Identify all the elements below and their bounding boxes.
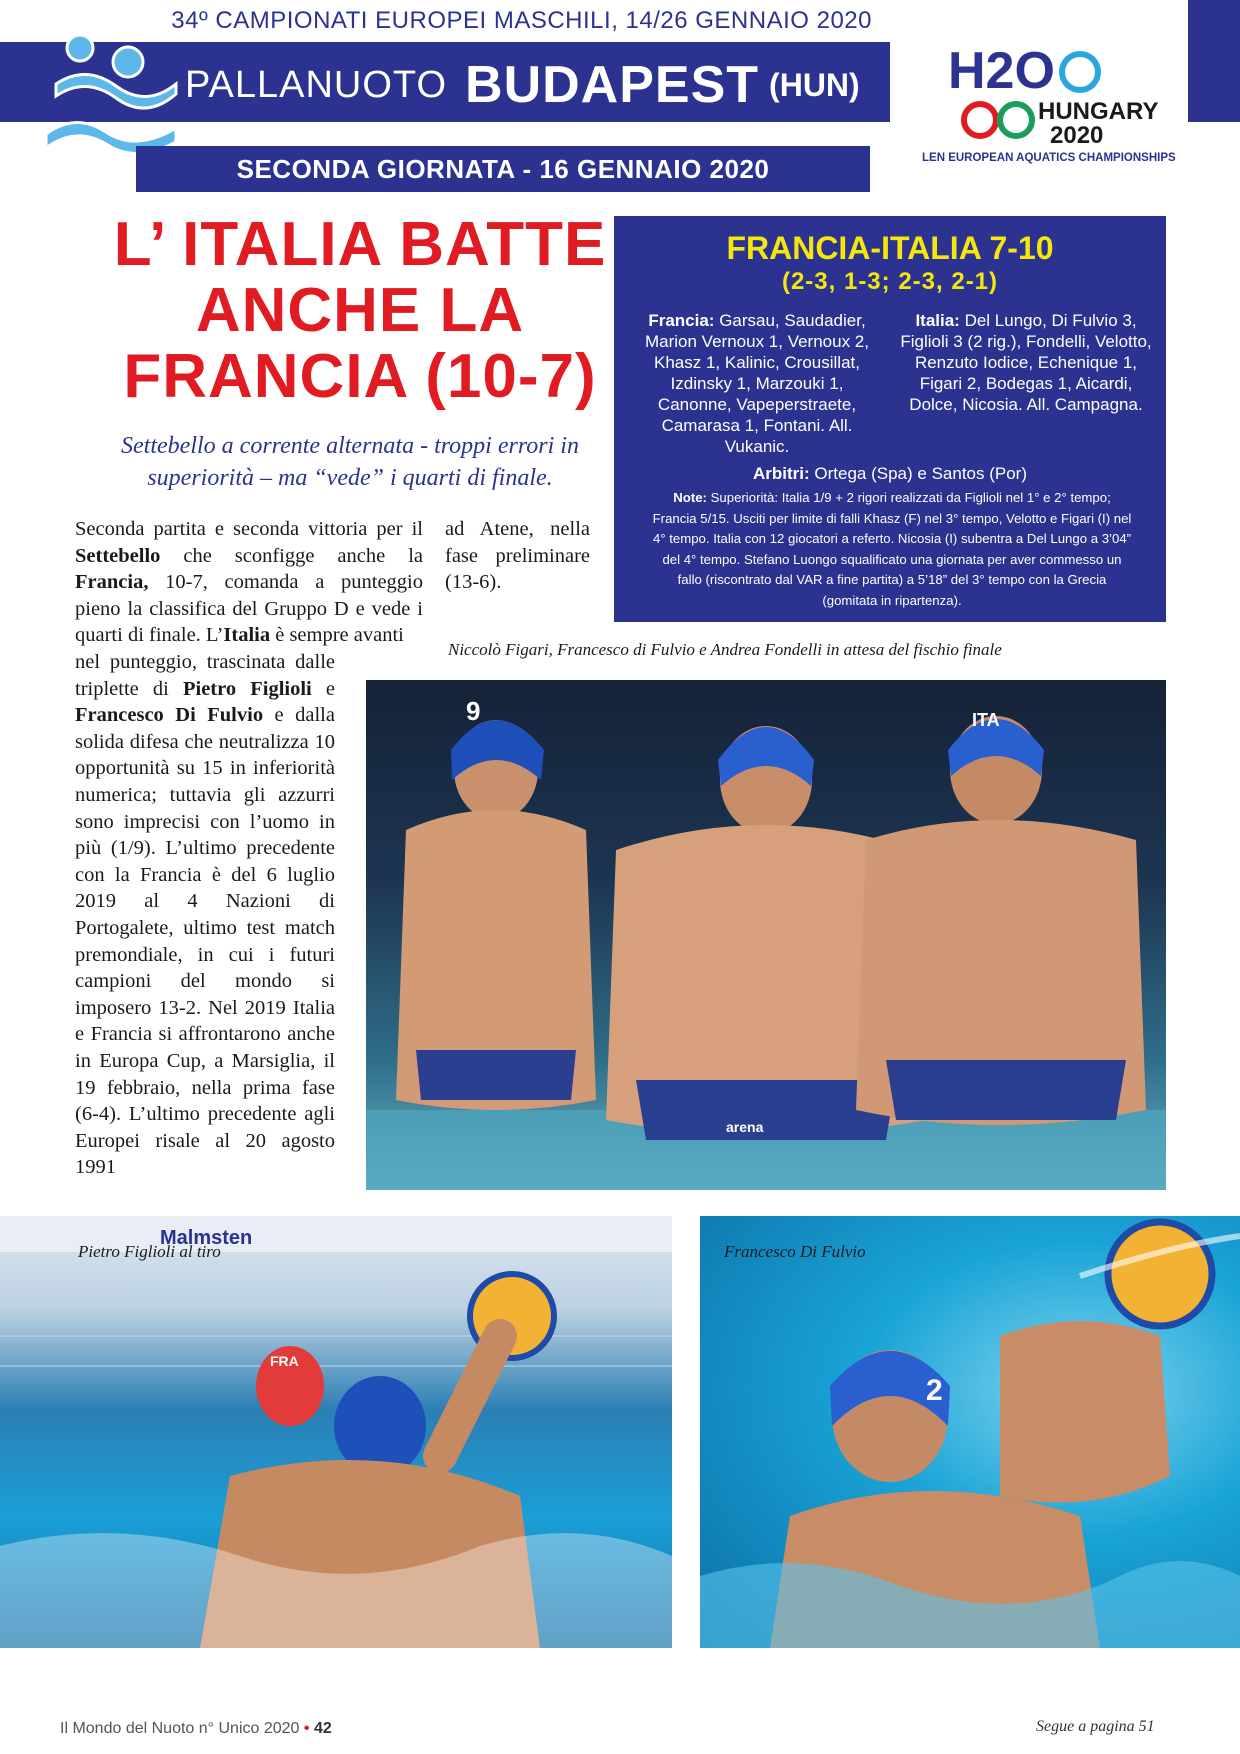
- body-text-run: e: [311, 677, 335, 700]
- cap-number-2: 2: [926, 1374, 943, 1407]
- article-title: [80, 212, 640, 410]
- bold-settebello: Settebello: [75, 544, 161, 567]
- magazine-name: Il Mondo del Nuoto n° Unico 2020: [60, 1720, 300, 1737]
- italia-lineup: [898, 310, 1154, 415]
- title-line-2: ANCHE LA: [195, 276, 525, 345]
- bottom-left-illustration: [0, 1216, 672, 1648]
- match-partials: (2-3, 1-3; 2-3, 2-1): [781, 268, 999, 295]
- footer-bullet: •: [303, 1720, 310, 1737]
- water-polo-player-logo: [36, 24, 186, 164]
- bold-di-fulvio: Francesco Di Fulvio: [75, 704, 264, 727]
- body-paragraph-1: [75, 516, 423, 649]
- note-text: Superiorità: Italia 1/9 + 2 rigori realizzati da Figlioli nel 1° e 2° tempo; Francia 5/15. Usciti per limite di falli Khasz (F) nel 3° tempo, Velotto e Figari (I) nel 4° tempo. Italia con 12 giocatori a referto. Nicosia (I) subentra a Del Lungo a 3’04” del 4° tempo. Stefano Luongo squalificato una giornata per aver commesso un fallo (riscontrato dal VAR a fine partita) a 5’18” del 3° tempo con la Grecia (gomitata in ripartenza).: [652, 490, 1132, 608]
- city-label: BUDAPEST: [465, 56, 760, 114]
- swimsuit-brand: arena: [726, 1119, 764, 1135]
- bold-figlioli: Pietro Figlioli: [182, 677, 312, 700]
- body-paragraph-2: [75, 649, 335, 1181]
- francia-label: Francia:: [648, 311, 715, 330]
- bottom-right-illustration: [700, 1216, 1240, 1648]
- match-notes: [652, 488, 1132, 611]
- championship-line: 34º CAMPIONATI EUROPEI MASCHILI, 14/26 GENNAIO 2020: [0, 0, 890, 44]
- title-line-1: L’ ITALIA BATTE: [113, 210, 607, 279]
- body-text-run: 10-7, comanda a punteggio pieno la classifica del Gruppo D e vede i quarti di finale. L’: [75, 571, 423, 647]
- referees-line: [614, 464, 1166, 484]
- bold-francia: Francia,: [75, 571, 149, 594]
- country-label: (HUN): [769, 66, 860, 103]
- sport-label: PALLANUOTO: [185, 63, 448, 106]
- page-number: 42: [313, 1720, 332, 1737]
- body-text-run: nel punteggio, trascinata dalle triplette di: [75, 651, 335, 700]
- header-title: [185, 50, 885, 120]
- photo-figlioli-shot: [0, 1216, 672, 1648]
- bottom-right-caption: Francesco Di Fulvio: [724, 1242, 866, 1261]
- match-score-title: FRANCIA-ITALIA 7-10: [726, 230, 1054, 266]
- body-text-run: Seconda partita e seconda vittoria per il: [75, 518, 423, 540]
- main-photo-illustration: [366, 680, 1166, 1190]
- logo-country: HUNGARY: [1038, 98, 1159, 125]
- main-photo-caption: Niccolò Figari, Francesco di Fulvio e Andrea Fondelli in attesa del fischio finale: [448, 640, 1002, 659]
- bold-italia: Italia: [223, 624, 271, 647]
- body-text-run: e dalla solida difesa che neutralizza 10 opportunità su 15 in inferiorità numerica; tuttavia gli azzurri sono imprecisi con l’uomo in più (1/9). L’ultimo precedente con la Francia è del 6 luglio 2019 al 4 Nazioni di Portogalete, ultimo test match premondiale, in cui i futuri campioni del mondo si imposero 13-2. Nel 2019 Italia e Francia si affrontarono anche in Europa Cup, a Marsiglia, il 19 febbraio, nella prima fase (6-4). L’ultimo precedente agli Europei risale al 20 agosto 1991: [75, 704, 335, 1179]
- cap-number-9: 9: [466, 696, 481, 726]
- header-right-bar: [1188, 0, 1240, 122]
- continue-note: Segue a pagina 51: [1036, 1718, 1155, 1735]
- francia-lineup: [632, 310, 882, 457]
- main-photo-italian-players: [366, 680, 1166, 1190]
- cap-fra-label: FRA: [270, 1353, 299, 1369]
- title-line-3: FRANCIA (10-7): [123, 342, 597, 411]
- body-text-run: è sempre avanti: [270, 624, 404, 647]
- francia-players: Garsau, Saudadier, Marion Vernoux 1, Vernoux 2, Khasz 1, Kalinic, Crousillat, Izdinsky 1, Marzouki 1, Canonne, Vapeperstraete, Camarasa 1, Fontani. All. Vukanic.: [645, 311, 869, 456]
- body-text-run: che sconfigge anche la: [160, 544, 423, 567]
- article-subtitle: Settebello a corrente alternata - troppi errori in superiorità – ma “vede” i quarti di finale.: [121, 433, 579, 491]
- logo-year: 2020: [1050, 122, 1104, 149]
- footer-magazine: [60, 1720, 332, 1738]
- logo-mark-text: H2O: [948, 42, 1055, 100]
- note-label: Note:: [673, 490, 707, 505]
- cap-ita-label: ITA: [972, 710, 1000, 730]
- italia-label: Italia:: [915, 311, 960, 330]
- arbitri-label: Arbitri:: [753, 464, 810, 483]
- bottom-left-caption: Pietro Figlioli al tiro: [78, 1242, 221, 1261]
- hungary-2020-logo: [920, 28, 1176, 168]
- match-report-box: [614, 216, 1166, 622]
- arbitri-names: Ortega (Spa) e Santos (Por): [814, 464, 1027, 483]
- matchday-bar: SECONDA GIORNATA - 16 GENNAIO 2020: [136, 146, 870, 192]
- arena-sign: Malmsten: [160, 1227, 253, 1249]
- logo-subtitle: LEN EUROPEAN AQUATICS CHAMPIONSHIPS: [922, 152, 1176, 164]
- italia-players: Del Lungo, Di Fulvio 3, Figlioli 3 (2 rig.), Fondelli, Velotto, Renzuto Iodice, Echenique 1, Figari 2, Bodegas 1, Aicardi, Dolce, Nicosia. All. Campagna.: [900, 311, 1152, 414]
- photo-di-fulvio: [700, 1216, 1240, 1648]
- body-column-2: ad Atene, nella fase preliminare (13-6).: [445, 518, 590, 594]
